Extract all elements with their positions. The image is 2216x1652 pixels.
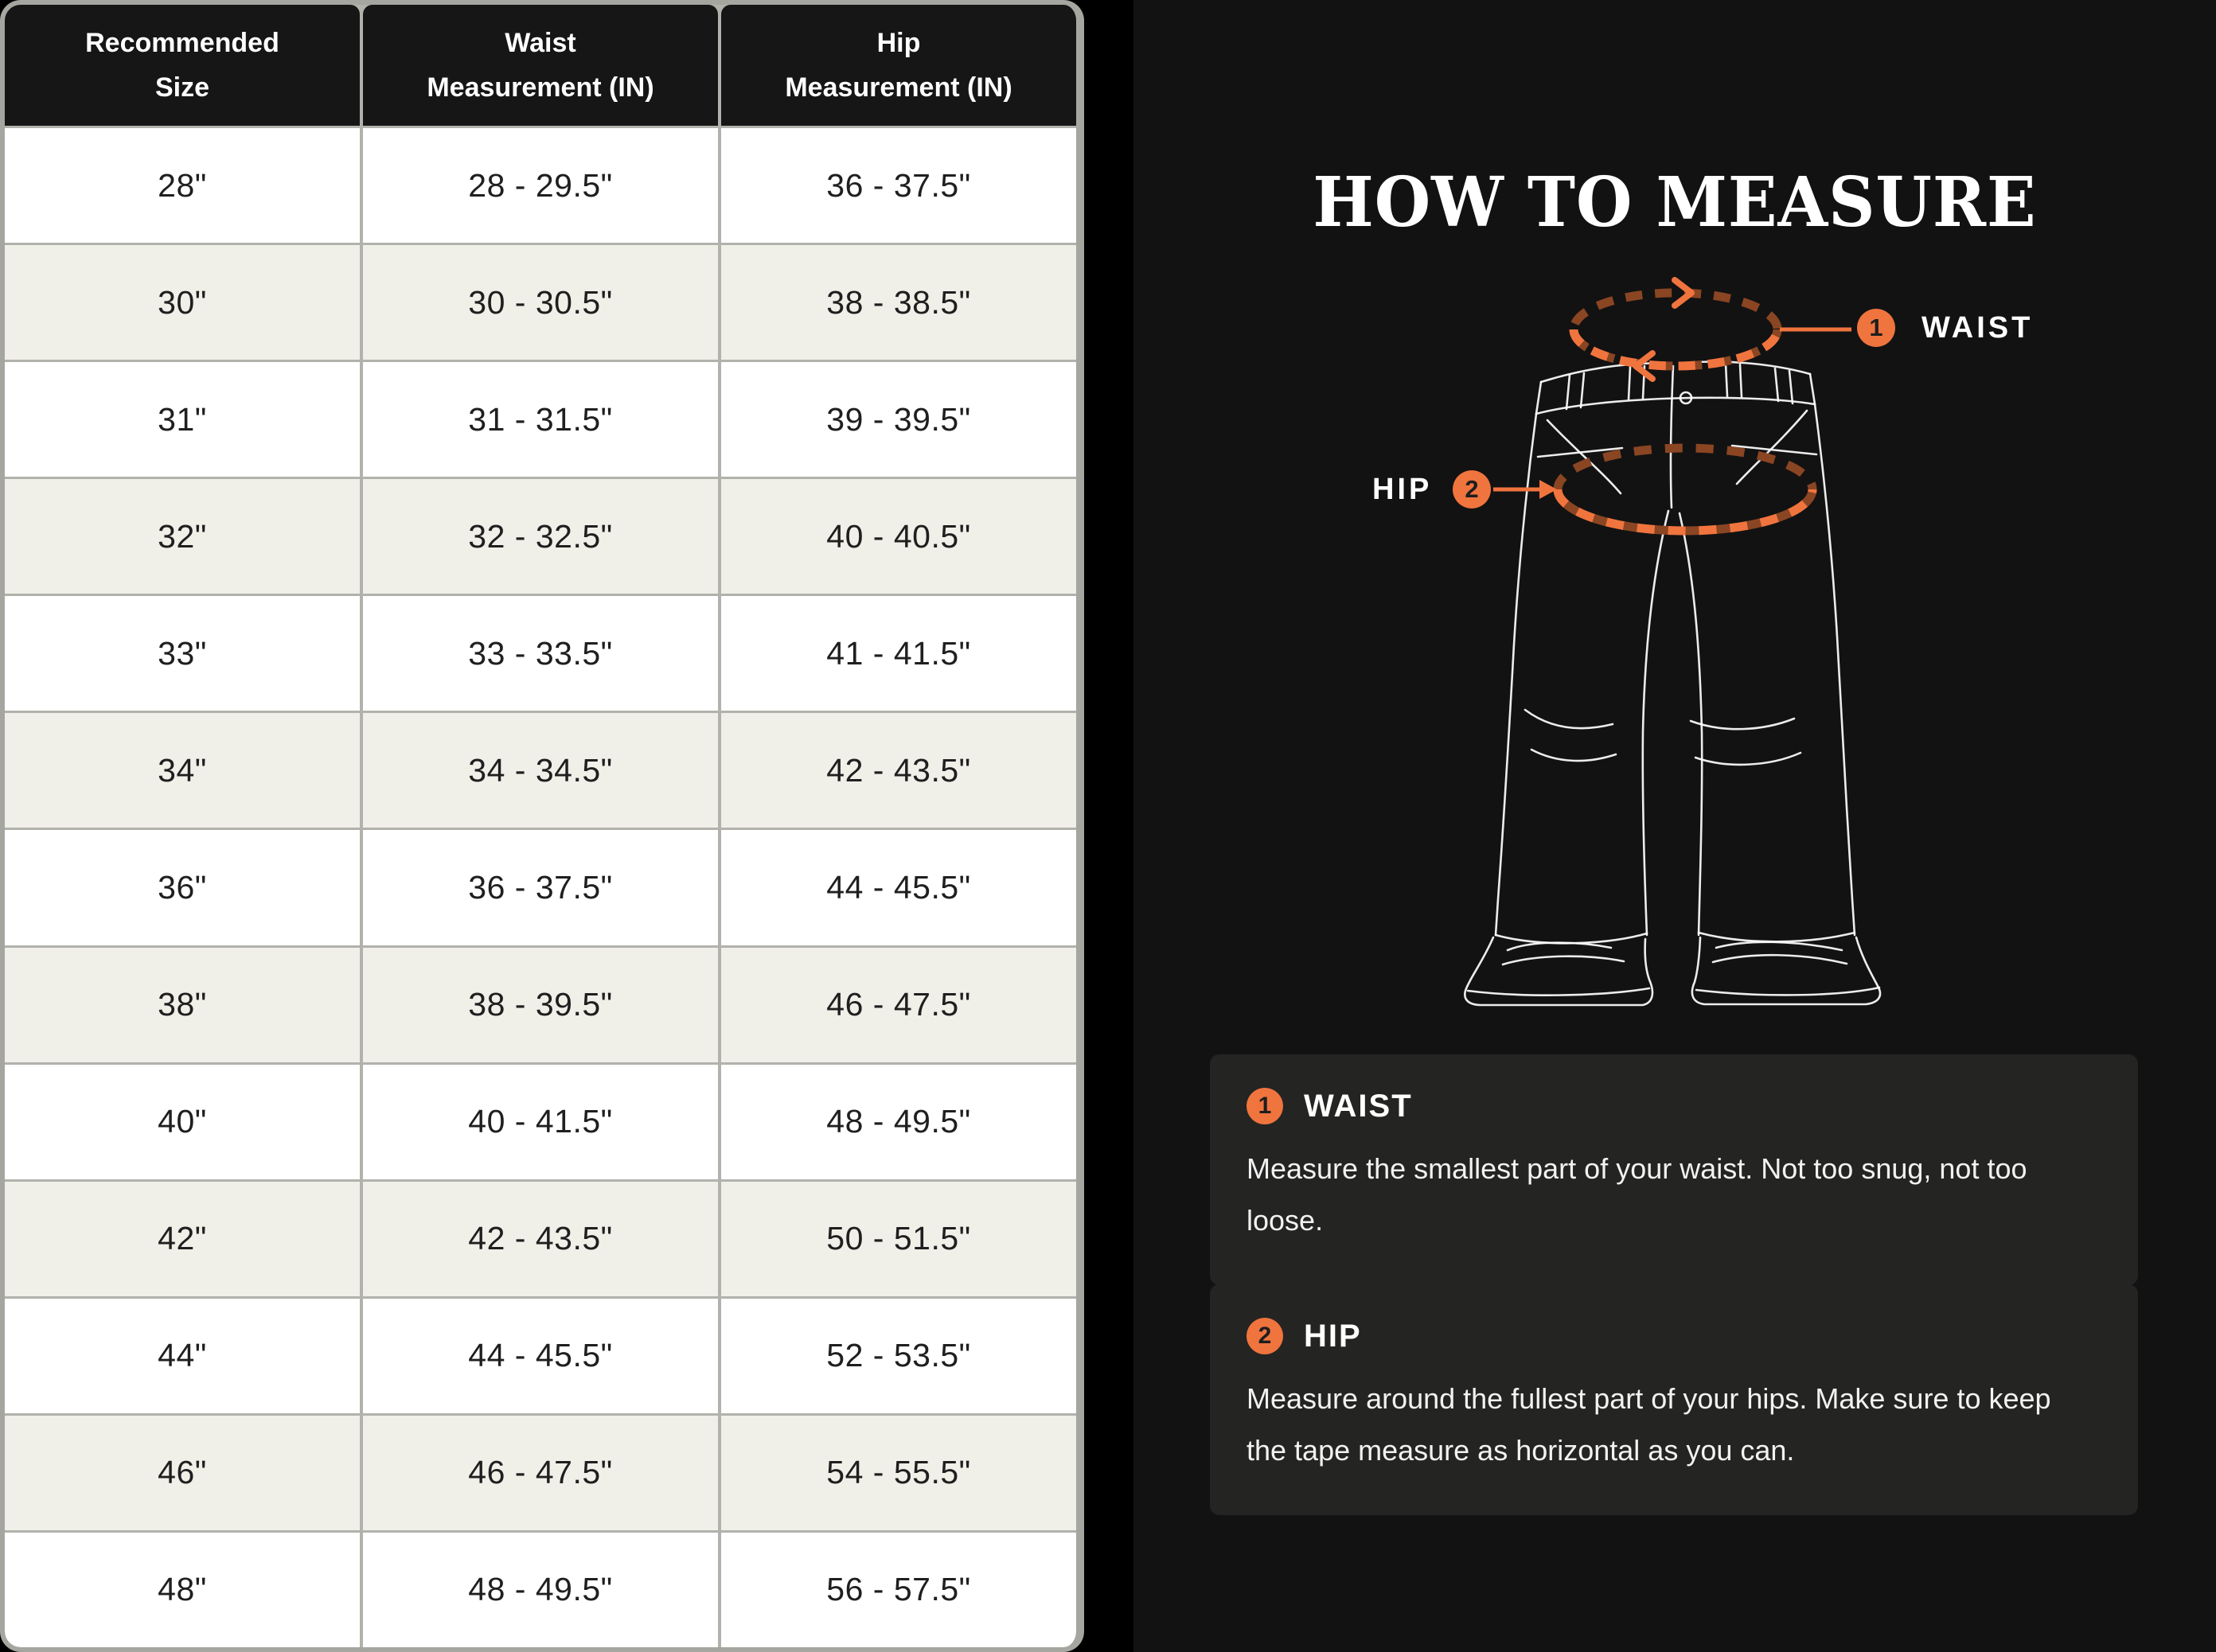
table-cell-size: 42" [5, 1182, 360, 1296]
table-cell-hip: 38 - 38.5" [721, 245, 1076, 360]
table-cell-hip: 46 - 47.5" [721, 948, 1076, 1062]
tape-direction-arrow-right-icon [1675, 280, 1691, 306]
table-cell-size: 40" [5, 1065, 360, 1179]
table-cell-waist: 28 - 29.5" [363, 128, 718, 243]
table-cell-size: 28" [5, 128, 360, 243]
table-cell-waist: 48 - 49.5" [363, 1533, 718, 1647]
table-cell-size: 38" [5, 948, 360, 1062]
waist-instruction-card [1210, 1054, 2138, 1285]
table-cell-size: 48" [5, 1533, 360, 1647]
table-cell-size: 32" [5, 479, 360, 594]
column-header-line2: Size [154, 72, 210, 103]
size-chart-grid [5, 5, 1076, 1647]
table-cell-waist: 38 - 39.5" [363, 948, 718, 1062]
size-chart-table [0, 0, 1084, 1652]
pants-line-art-illustration [1133, 263, 2216, 1042]
waist-card-title: WAIST [1304, 1088, 1413, 1124]
hip-callout-arrow-icon [1539, 480, 1557, 499]
table-cell-hip: 40 - 40.5" [721, 479, 1076, 594]
table-cell-waist: 31 - 31.5" [363, 362, 718, 477]
column-header [721, 5, 1076, 126]
how-to-measure-panel [1133, 0, 2216, 1652]
waist-measure-ellipse [1574, 280, 1851, 379]
column-header [5, 5, 360, 126]
how-to-measure-title: HOW TO MEASURE [1313, 162, 2037, 243]
table-cell-hip: 56 - 57.5" [721, 1533, 1076, 1647]
table-cell-waist: 30 - 30.5" [363, 245, 718, 360]
table-cell-size: 30" [5, 245, 360, 360]
hip-measure-ellipse [1493, 448, 1812, 531]
table-cell-size: 34" [5, 713, 360, 828]
hip-instruction-card [1210, 1284, 2138, 1515]
column-header-line2: Measurement (IN) [427, 72, 654, 103]
measurement-diagram [1133, 263, 2216, 1042]
table-cell-waist: 40 - 41.5" [363, 1065, 718, 1179]
table-cell-size: 33" [5, 596, 360, 711]
column-header [363, 5, 718, 126]
waist-card-header [1246, 1088, 2101, 1124]
pants-outline [1465, 362, 1880, 1005]
table-cell-waist: 34 - 34.5" [363, 713, 718, 828]
table-cell-waist: 44 - 45.5" [363, 1299, 718, 1413]
column-header-line1: Waist [505, 27, 576, 58]
hip-card-header [1246, 1318, 2101, 1354]
table-cell-size: 36" [5, 830, 360, 945]
waist-diagram-label: WAIST [1921, 311, 2034, 345]
table-cell-hip: 50 - 51.5" [721, 1182, 1076, 1296]
column-header-line2: Measurement (IN) [785, 72, 1012, 103]
table-cell-hip: 54 - 55.5" [721, 1416, 1076, 1530]
hip-diagram-label: HIP [1372, 473, 1433, 506]
table-cell-waist: 46 - 47.5" [363, 1416, 718, 1530]
table-cell-hip: 44 - 45.5" [721, 830, 1076, 945]
table-cell-size: 31" [5, 362, 360, 477]
table-cell-waist: 33 - 33.5" [363, 596, 718, 711]
column-header-line1: Hip [876, 27, 921, 58]
table-cell-waist: 36 - 37.5" [363, 830, 718, 945]
table-cell-waist: 42 - 43.5" [363, 1182, 718, 1296]
table-cell-waist: 32 - 32.5" [363, 479, 718, 594]
table-cell-hip: 52 - 53.5" [721, 1299, 1076, 1413]
hip-card-number-badge: 2 [1246, 1318, 1283, 1354]
table-cell-hip: 36 - 37.5" [721, 128, 1076, 243]
hip-card-description: Measure around the fullest part of your hips. Make sure to keep the tape measure as horizontal as you can. [1246, 1382, 2051, 1467]
table-cell-hip: 42 - 43.5" [721, 713, 1076, 828]
table-cell-size: 46" [5, 1416, 360, 1530]
waist-card-number-badge: 1 [1246, 1088, 1283, 1124]
waist-card-description: Measure the smallest part of your waist. Not too snug, not too loose. [1246, 1152, 2027, 1237]
table-cell-size: 44" [5, 1299, 360, 1413]
table-cell-hip: 41 - 41.5" [721, 596, 1076, 711]
waist-number-badge: 1 [1857, 309, 1895, 347]
table-cell-hip: 48 - 49.5" [721, 1065, 1076, 1179]
hip-number-badge: 2 [1453, 470, 1491, 508]
hip-card-title: HIP [1304, 1318, 1362, 1354]
table-cell-hip: 39 - 39.5" [721, 362, 1076, 477]
column-header-line1: Recommended [85, 27, 279, 58]
